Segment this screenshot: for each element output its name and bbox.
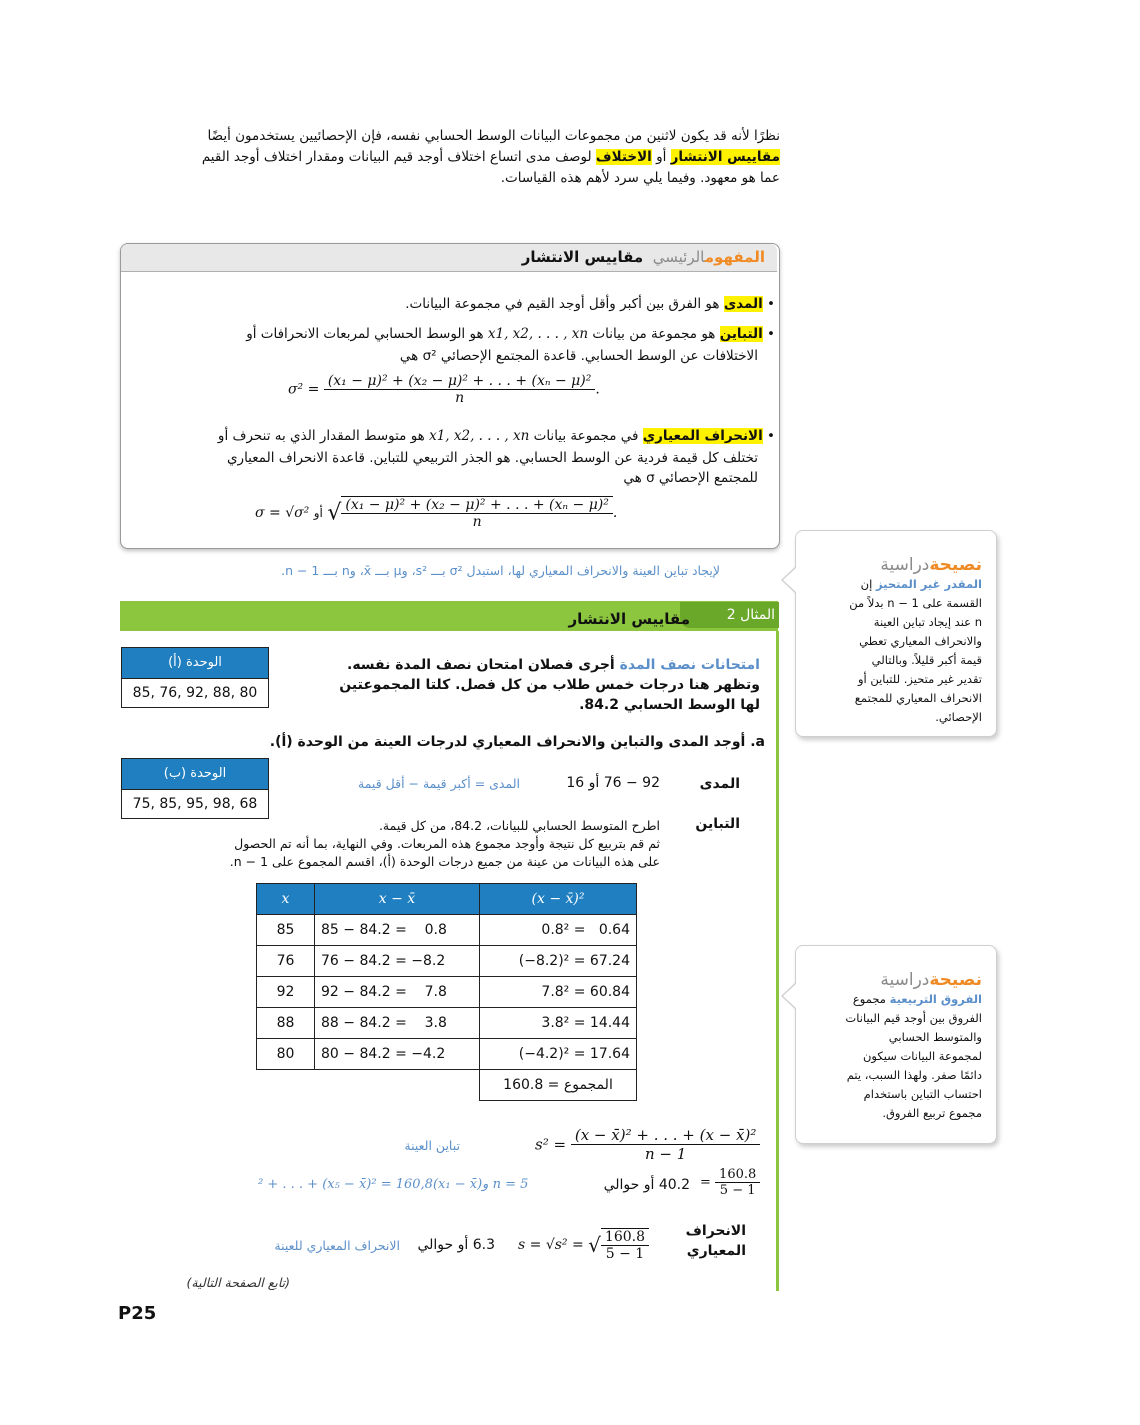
term-dispersion: مقاييس الانتشار bbox=[670, 149, 780, 165]
range-note: المدى = أكبر قيمة − أقل قيمة bbox=[358, 776, 520, 791]
table-sum: 160.8 = المجموع bbox=[480, 1070, 637, 1101]
unit-a-box bbox=[121, 647, 269, 708]
population-std-formula: σ = √σ² أو √ $\frac{\text{(x₁ − μ)² + (x₂ − μ)² + . . . + (xₙ − μ)²}}{n}$ . bbox=[255, 497, 618, 530]
unit-b-values: 75, 85, 95, 98, 68 bbox=[122, 790, 268, 818]
example-part-a: a. أوجد المدى والتباين والانحراف المعياري لدرجات العينة من الوحدة (أ). bbox=[269, 734, 765, 750]
concept-range: • المدى هو الفرق بين أكبر وأقل أوجد القيم في مجموعة البيانات. bbox=[405, 296, 775, 312]
intro-line-1: نظرًا لأنه قد يكون لاثنين من مجموعات البيانات الوسط الحسابي نفسه، فإن الإحصائيين يستخدمون أيضًا bbox=[207, 128, 780, 144]
example-title: مقاييس الانتشار bbox=[568, 610, 690, 628]
unit-b-title: الوحدة (ب) bbox=[122, 759, 268, 790]
study-tip-unbiased: نصيحةدراسية المقدر غير المتحيز إن القسمة على n − 1 بدلاً من n عند إيجاد تباين العينة والانحراف المعياري تعطي قيمة أكبر قليلاً. وبالتالي تقدير غير متحيز. للتباين أو الانحراف المعياري للمجتمع الإحصائي. bbox=[795, 530, 997, 737]
variance-label: التباين bbox=[695, 816, 740, 832]
std-dev-formula: s = √s² = √ $\frac{160.8}{5 - 1}$ bbox=[518, 1228, 649, 1262]
bullet-icon: • bbox=[767, 326, 775, 342]
table-header-row bbox=[257, 884, 637, 915]
std-dev-result: 6.3 أو حوالي bbox=[417, 1237, 495, 1253]
std-dev-label: الانحراف المعياري bbox=[685, 1223, 746, 1259]
variance-fraction: = $\frac{160.8}{5 - 1}$ bbox=[700, 1167, 760, 1198]
concept-std-dev: • الانحراف المعياري في مجموعة بيانات x1, x2, . . . , xn هو متوسط المقدار الذي به تنحرف أو bbox=[217, 428, 775, 444]
unit-b-box bbox=[121, 758, 269, 819]
unit-a-title: الوحدة (أ) bbox=[122, 648, 268, 679]
header-squared: (x − x̄)² bbox=[480, 884, 637, 915]
concept-std-line3: للمجتمع الإحصائي σ هي bbox=[623, 470, 758, 486]
continued-note: (تابع الصفحة التالية) bbox=[186, 1275, 290, 1290]
example-problem: امتحانات نصف المدة أجرى فصلان امتحان نصف المدة نفسه. وتظهر هنا درجات خمس طلاب من كل فصل. كلتا المجموعتين لها الوسط الحسابي 84.2. bbox=[339, 657, 760, 713]
table-sum-row bbox=[257, 1070, 637, 1101]
population-variance-formula: σ² = $\frac{\text{(x₁ − μ)² + (x₂ − μ)² + . . . + (xₙ − μ)²}}{n}$ . bbox=[288, 373, 600, 406]
concept-variance-line2: الاختلافات عن الوسط الحسابي. قاعدة المجتمع الإحصائي σ² هي bbox=[399, 348, 758, 364]
concept-std-line2: تختلف كل قيمة فردية عن الوسط الحسابي. هو الجذر التربيعي للتباين. قاعدة الانحراف المعياري bbox=[226, 450, 758, 466]
sum-substitution-note: n = 5 و(x₁ − x̄)² + . . . + (x₅ − x̄)² = 160,8 bbox=[258, 1177, 529, 1192]
term-variation: الاختلاف bbox=[595, 149, 652, 165]
concept-variance: • التباين هو مجموعة من بيانات x1, x2, . . . , xn هو الوسط الحسابي لمربعات الانحرافات أو bbox=[246, 326, 775, 342]
intro-line-3: عما هو معهود. وفيما يلي سرد لأهم هذه القياسات. bbox=[500, 170, 780, 186]
range-label: المدى bbox=[699, 776, 740, 792]
deviation-table bbox=[256, 883, 637, 1101]
intro-paragraph bbox=[138, 126, 780, 189]
bullet-icon: • bbox=[767, 428, 775, 444]
variance-explanation: اطرح المتوسط الحسابي للبيانات، 84.2، من كل قيمة. ثم قم بتربيع كل نتيجة وأوجد مجموع هذه المربعات. وفي النهاية، بما أنه تم الحصول على هذه البيانات من عينة من جميع درجات الوحدة (أ)، اقسم المجموع على n − 1. bbox=[229, 818, 660, 869]
table-row: 80 80 − 84.2 = −4.2 (−4.2)² = 17.64 bbox=[257, 1039, 637, 1070]
table-row: 92 92 − 84.2 = 7.8 7.8² = 60.84 bbox=[257, 977, 637, 1008]
example-label: المثال 2 bbox=[680, 602, 779, 628]
sample-substitution-note: لإيجاد تباين العينة والانحراف المعياري لها، استبدل σ² بـــ s²، وμ بـــ x̄، وn بـــ n − 1. bbox=[281, 563, 720, 578]
page-number: P25 bbox=[118, 1303, 157, 1324]
sample-variance-formula: s² = $\frac{\text{(x − x̄)² + . . . + (x − x̄)²}}{n - 1}$ bbox=[535, 1126, 760, 1163]
unit-a-values: 85, 76, 92, 88, 80 bbox=[122, 679, 268, 707]
variance-result: 40.2 أو حوالي bbox=[603, 1177, 690, 1193]
table-row: 76 76 − 84.2 = −8.2 (−8.2)² = 67.24 bbox=[257, 946, 637, 977]
table-row: 85 85 − 84.2 = 0.8 0.8² = 0.64 bbox=[257, 915, 637, 946]
bullet-icon: • bbox=[767, 296, 775, 312]
table-row: 88 88 − 84.2 = 3.8 3.8² = 14.44 bbox=[257, 1008, 637, 1039]
std-dev-note: الانحراف المعياري للعينة bbox=[274, 1238, 400, 1253]
key-concept-title: المفهومالرئيسي مقاييس الانتشار bbox=[521, 248, 765, 266]
header-x: x bbox=[257, 884, 315, 915]
range-calc: 92 − 76 أو 16 bbox=[566, 775, 660, 791]
sample-variance-note: تباين العينة bbox=[404, 1138, 460, 1153]
intro-line-2: مقاييس الانتشار أو الاختلاف لوصف مدى اتساع اختلاف أوجد قيم البيانات ومقدار اختلاف أوجد القيم bbox=[201, 149, 780, 165]
study-tip-squared-diff: نصيحةدراسية الفروق التربيعية مجموع الفروق بين أوجد قيم البيانات والمتوسط الحسابي لمجموعة البيانات سيكون دائمًا صفر. ولهذا السبب، يتم احتساب التباين باستخدام مجموع تربيع الفروق. bbox=[795, 945, 997, 1144]
header-deviation: x − x̄ bbox=[315, 884, 480, 915]
example-side-rule bbox=[776, 631, 779, 1291]
